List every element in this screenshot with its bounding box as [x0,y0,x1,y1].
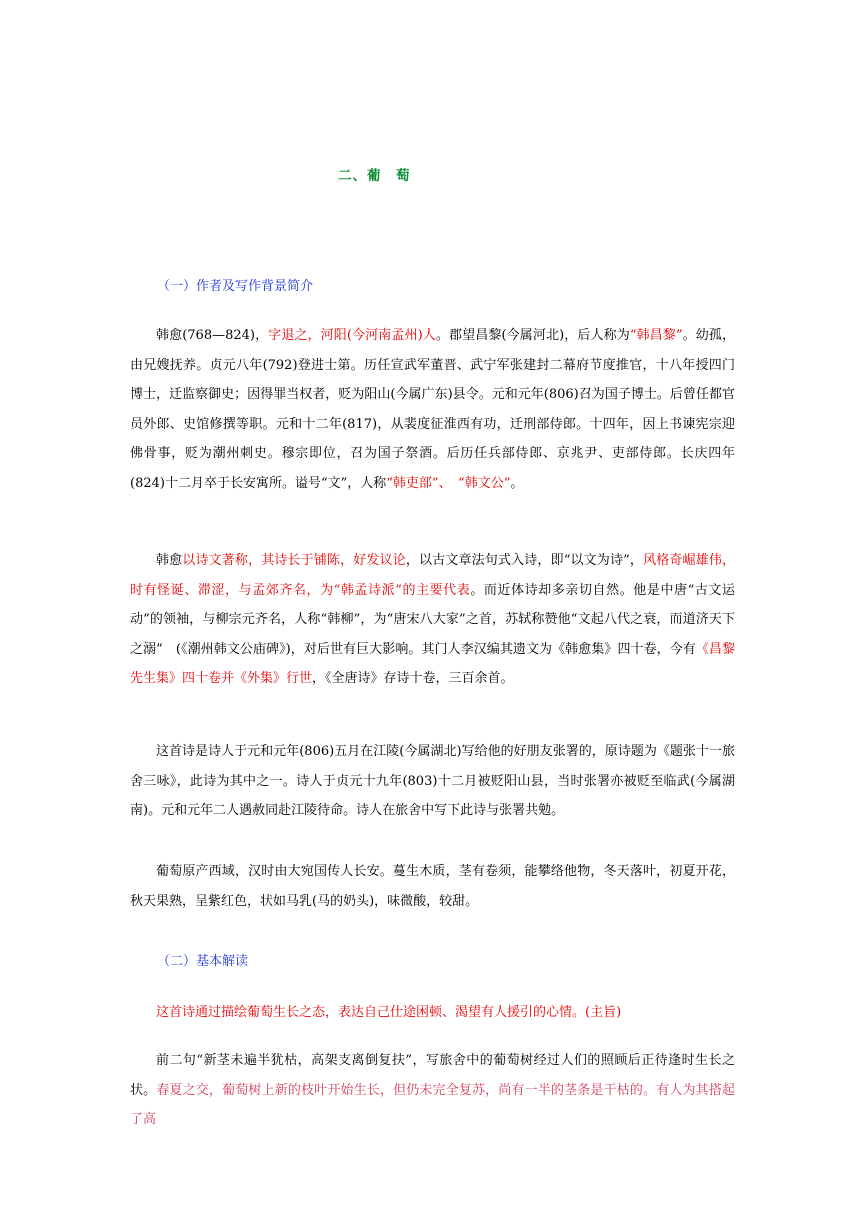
section-heading-interpretation: （二）基本解读 [157,954,249,969]
section-heading-background: （一）作者及写作背景简介 [157,279,314,294]
text-segment: 。幼孤，由兄嫂抚养。贞元八年(792)登进士第。历任宣武军董晋、武宁军张建封二幕府节度推官，十八年授四门博士，迁监察御史；因得罪当权者，贬为阳山(今属广东)县令。元和元年(806)召为国子博士。后曾任都官员外郎、史馆修撰等职。元和十二年(817)，从裴度征淮西有功，迁刑部侍郎。十四年，因上书谏宪宗迎佛骨事，贬为潮州刺史。穆宗即位，召为国子祭酒。后历任兵部侍郎、京兆尹、吏部侍郎。长庆四年(824)十二月卒于长安寓所。谥号“文”，人称 [130,328,735,491]
text-segment: 。郡望昌黎(今属河北)，后人称为 [435,328,630,343]
paragraph-author-bio [130,321,735,498]
highlight-text: “韩吏部”、 “韩文公” [386,475,511,491]
text-segment: 前二句“新茎未遍半犹枯，高架支离倒复扶”，写旅舍中的葡萄树经过人们的照顾后正待逢时生长之状。 [130,1053,735,1098]
paragraph-poem-background: 这首诗是诗人于元和元年(806)五月在江陵(今属湖北)写给他的好朋友张署的，原诗题为《题张十一旅舍三咏》，此诗为其中之一。诗人于贞元十九年(803)十二月被贬阳山县，当时张署亦被贬至临武(今属湖南)。元和元年二人遇赦同赴江陵待命。诗人在旅舍中写下此诗与张署共勉。 [130,744,735,818]
text-segment: ，以古文章法句式入诗，即“以文为诗”， [405,553,644,568]
paragraph-grape-description: 葡萄原产西域，汉时由大宛国传人长安。蔓生木质，茎有卷须，能攀络他物，冬天落叶，初夏开花，秋天果熟，呈紫红色，状如马乳(马的奶头)，味微酸，较甜。 [130,864,735,909]
text-segment: 。 [510,475,524,491]
highlight-text: “韩昌黎” [629,328,683,343]
text-segment: 韩愈 [156,553,183,568]
highlight-text: 《昌黎先生集》四十卷并《外集》行世 [130,641,735,686]
text-segment: 韩愈(768—824)， [156,328,269,343]
paragraph-analysis [130,1046,735,1135]
paragraph-main-idea: 这首诗通过描绘葡萄生长之态，表达自己仕途困顿、渴望有人援引的心情。(主旨) [156,1005,622,1020]
highlight-text: 字退之，河阳(今河南孟州)人 [268,328,436,343]
text-segment: ，《全唐诗》存诗十卷，三百余首。 [312,671,514,686]
highlight-text: 春夏之交，葡萄树上新的枝叶开始生长，但仍未完全复苏，尚有一半的茎条是干枯的。有人为其搭起了高 [130,1082,735,1127]
highlight-text: 风格奇崛雄伟，时有怪诞、滞涩，与孟郊齐名，为“韩孟诗派”的主要代表 [130,553,735,598]
page-title: 二、葡 萄 [338,168,411,184]
paragraph-literary-style [130,546,735,694]
highlight-text: 以诗文著称，其诗长于铺陈，好发议论 [182,553,406,568]
text-segment: 。而近体诗却多亲切自然。他是中唐“古文运动”的领袖，与柳宗元齐名，人称“韩柳”，为“唐宋八大家”之首，苏轼称赞他“文起八代之衰，而道济天下之溺” (《潮州韩文公庙碑》)，对后世有巨大影响。其门人李汉编其遗文为《韩愈集》四十卷，今有 [130,582,735,657]
